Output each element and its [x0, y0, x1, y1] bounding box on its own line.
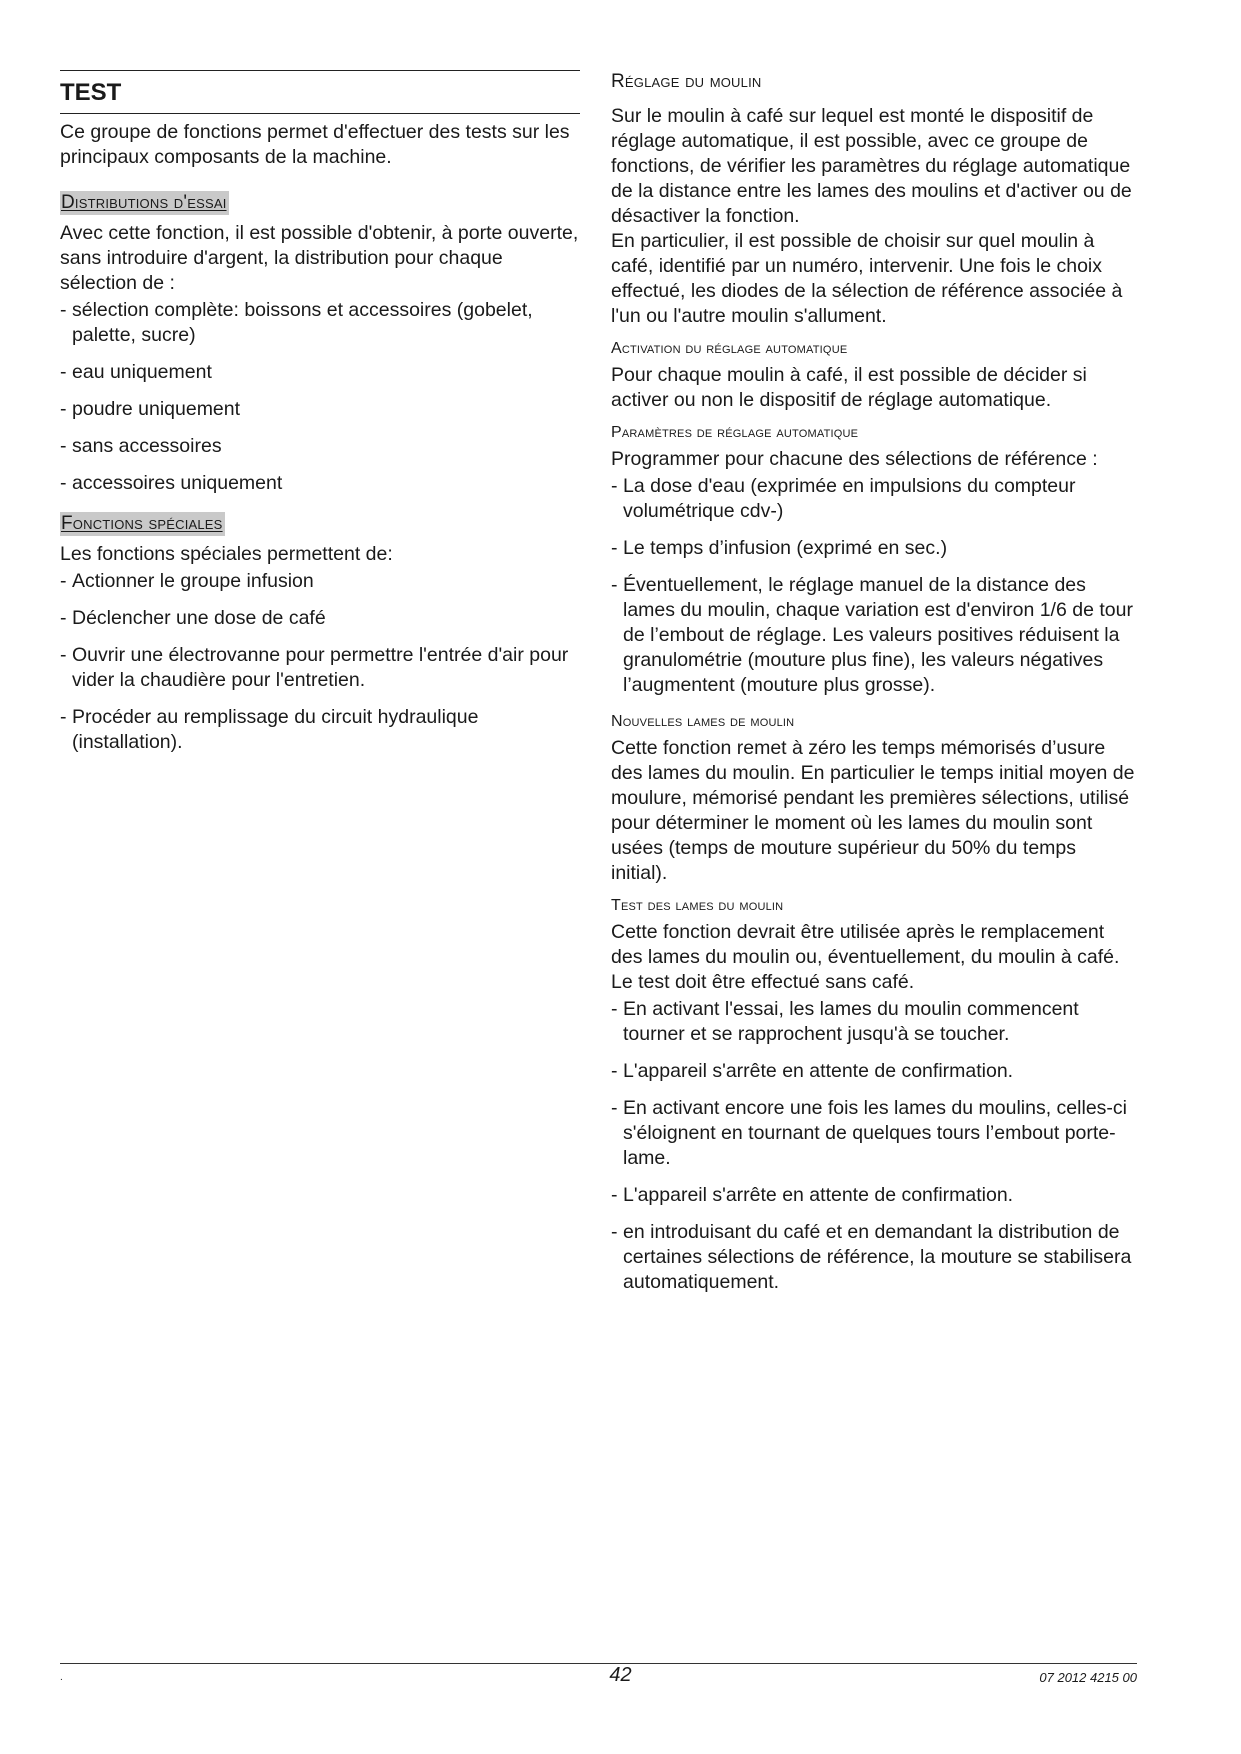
list-item: - Le temps d’infusion (exprimé en sec.): [611, 536, 1136, 561]
list-item: - Déclencher une dose de café: [60, 606, 580, 631]
list-item: - En activant encore une fois les lames du moulins, celles-ci s'éloignent en tournant de quelques tours l’embout porte-lame.: [611, 1096, 1136, 1171]
list-item: - En activant l'essai, les lames du moulin commencent tourner et se rapprochent jusqu'à se toucher.: [611, 997, 1136, 1047]
list-item: - sans accessoires: [60, 434, 580, 459]
subheading-test-lames: Test des lames du moulin: [611, 897, 784, 914]
intro-paragraph: Ce groupe de fonctions permet d'effectuer des tests sur les principaux composants de la machine.: [60, 121, 570, 168]
list-item: - Ouvrir une électrovanne pour permettre l'entrée d'air pour vider la chaudière pour l'entretien.: [60, 643, 580, 693]
document-code: 07 2012 4215 00: [1039, 1670, 1137, 1685]
section-text-distributions: Avec cette fonction, il est possible d'obtenir, à porte ouverte, sans introduire d'argent, la distribution pour chaque sélection de :: [60, 222, 579, 294]
page-title: TEST: [60, 70, 580, 114]
list-parametres: [611, 474, 1136, 698]
list-test-lames: [611, 997, 1136, 1295]
test-lames-text-1: Cette fonction devrait être utilisée après le remplacement des lames du moulin ou, éventuellement, du moulin à café.: [611, 921, 1120, 968]
activation-text: Pour chaque moulin à café, il est possible de décider si activer ou non le dispositif de réglage automatique.: [611, 364, 1087, 411]
left-column: [60, 70, 580, 767]
right-column: [611, 70, 1136, 1307]
nouvelles-lames-text: Cette fonction remet à zéro les temps mémorisés d’usure des lames du moulin. En particulier le temps initial moyen de moulure, mémorisé pendant les premières sélections, utilisé pour déterminer le moment où les lames du moulin sont usées (temps de mouture supérieur du 50% du temps initial).: [611, 737, 1135, 884]
list-item: - L'appareil s'arrête en attente de confirmation.: [611, 1059, 1136, 1084]
list-item: - poudre uniquement: [60, 397, 580, 422]
reglage-intro-2: En particulier, il est possible de choisir sur quel moulin à café, identifié par un numéro, intervenir. Une fois le choix effectué, les diodes de la sélection de référence associée à l'un ou l'autre moulin s'allument.: [611, 230, 1123, 327]
subheading-nouvelles-lames: Nouvelles lames de moulin: [611, 713, 795, 730]
list-item: - Procéder au remplissage du circuit hydraulique (installation).: [60, 705, 580, 755]
list-item: - Éventuellement, le réglage manuel de la distance des lames du moulin, chaque variation est d'environ 1/6 de tour de l’embout de réglage. Les valeurs positives réduisent la granulométrie (mouture plus fine), les valeurs négatives l’augmentent (mouture plus grosse).: [611, 573, 1136, 698]
section-heading-distributions: Distributions d'essai: [61, 192, 227, 213]
subheading-parametres: Paramètres de réglage automatique: [611, 424, 859, 441]
list-distributions: [60, 298, 580, 496]
test-lames-text-2: Le test doit être effectué sans café.: [611, 971, 915, 993]
reglage-intro-1: Sur le moulin à café sur lequel est monté le dispositif de réglage automatique, il est possible, avec ce groupe de fonctions, de vérifier les paramètres du réglage automatique de la distance entre les lames des moulins et d'activer ou de désactiver la fonction.: [611, 105, 1132, 227]
subheading-activation: Activation du réglage automatique: [611, 340, 848, 357]
list-item: - eau uniquement: [60, 360, 580, 385]
section-text-fonctions-speciales: Les fonctions spéciales permettent de:: [60, 543, 393, 565]
section-heading-fonctions-speciales: Fonctions spéciales: [61, 513, 223, 534]
section-heading-reglage: Réglage du moulin: [611, 71, 762, 92]
list-item: - Actionner le groupe infusion: [60, 569, 580, 594]
list-item: - sélection complète: boissons et accessoires (gobelet, palette, sucre): [60, 298, 580, 348]
parametres-text: Programmer pour chacune des sélections de référence :: [611, 448, 1098, 470]
list-item: - L'appareil s'arrête en attente de confirmation.: [611, 1183, 1136, 1208]
list-item: - La dose d'eau (exprimée en impulsions du compteur volumétrique cdv-): [611, 474, 1136, 524]
page-number: 42: [609, 1664, 632, 1686]
list-item: - en introduisant du café et en demandant la distribution de certaines sélections de référence, la mouture se stabilisera automatiquement.: [611, 1220, 1136, 1295]
list-fonctions-speciales: [60, 569, 580, 755]
footer-dot: .: [60, 1672, 63, 1683]
list-item: - accessoires uniquement: [60, 471, 580, 496]
